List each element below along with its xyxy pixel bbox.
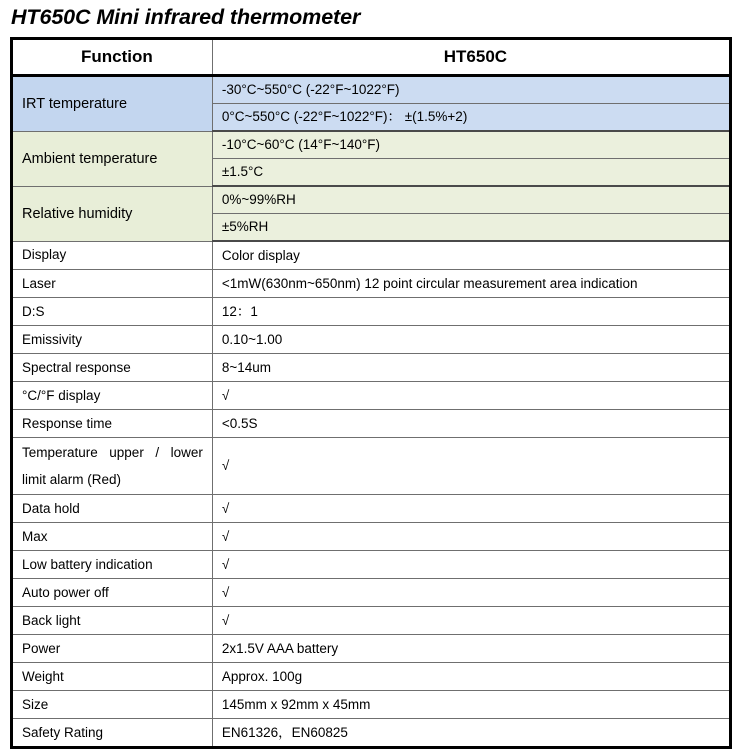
row-value-humidity-accuracy: ±5%RH bbox=[212, 214, 730, 242]
row-label-max: Max bbox=[12, 523, 213, 551]
row-value-emissivity: 0.10~1.00 bbox=[212, 326, 730, 354]
table-row bbox=[12, 131, 731, 159]
row-value-safety-rating: EN61326，EN60825 bbox=[212, 719, 730, 748]
table-row bbox=[12, 495, 731, 523]
row-value-irt-range: -30°C~550°C (-22°F~1022°F) bbox=[212, 76, 730, 104]
table-row bbox=[12, 76, 731, 104]
row-value-ds: 12：1 bbox=[212, 298, 730, 326]
row-label-power: Power bbox=[12, 635, 213, 663]
table-row bbox=[12, 523, 731, 551]
row-label-ambient-temperature: Ambient temperature bbox=[12, 131, 213, 186]
table-row bbox=[12, 551, 731, 579]
table-row bbox=[12, 410, 731, 438]
table-row bbox=[12, 579, 731, 607]
row-label-ds: D:S bbox=[12, 298, 213, 326]
row-label-spectral-response: Spectral response bbox=[12, 354, 213, 382]
row-label-temperature-alarm bbox=[12, 438, 213, 495]
row-value-weight: Approx. 100g bbox=[212, 663, 730, 691]
header-cell-model: HT650C bbox=[212, 39, 730, 76]
row-value-data-hold: √ bbox=[212, 495, 730, 523]
row-label-relative-humidity: Relative humidity bbox=[12, 186, 213, 241]
table-row bbox=[12, 241, 731, 270]
row-label-low-battery-indication: Low battery indication bbox=[12, 551, 213, 579]
table-row bbox=[12, 691, 731, 719]
row-value-laser: <1mW(630nm~650nm) 12 point circular measurement area indication bbox=[212, 270, 730, 298]
table-row bbox=[12, 298, 731, 326]
row-value-low-battery-indication: √ bbox=[212, 551, 730, 579]
table-header-row bbox=[12, 39, 731, 76]
table-row bbox=[12, 663, 731, 691]
row-label-weight: Weight bbox=[12, 663, 213, 691]
row-value-auto-power-off: √ bbox=[212, 579, 730, 607]
row-value-max: √ bbox=[212, 523, 730, 551]
table-row bbox=[12, 719, 731, 748]
row-label-size: Size bbox=[12, 691, 213, 719]
page-title: HT650C Mini infrared thermometer bbox=[11, 5, 361, 29]
row-label-safety-rating: Safety Rating bbox=[12, 719, 213, 748]
row-label-emissivity: Emissivity bbox=[12, 326, 213, 354]
row-label-laser: Laser bbox=[12, 270, 213, 298]
row-value-c-f-display: √ bbox=[212, 382, 730, 410]
row-value-ambient-accuracy: ±1.5°C bbox=[212, 159, 730, 187]
row-label-c-f-display: °C/°F display bbox=[12, 382, 213, 410]
row-label-display: Display bbox=[12, 241, 213, 270]
table-row bbox=[12, 382, 731, 410]
alarm-label-line-1: Temperature upper / lower bbox=[22, 445, 203, 460]
table-row bbox=[12, 635, 731, 663]
table-row bbox=[12, 186, 731, 214]
specifications-table bbox=[10, 37, 732, 749]
row-label-auto-power-off: Auto power off bbox=[12, 579, 213, 607]
table-row bbox=[12, 270, 731, 298]
table-row bbox=[12, 326, 731, 354]
table-row bbox=[12, 438, 731, 495]
row-value-temperature-alarm: √ bbox=[212, 438, 730, 495]
row-value-power: 2x1.5V AAA battery bbox=[212, 635, 730, 663]
row-label-irt-temperature: IRT temperature bbox=[12, 76, 213, 132]
row-value-response-time: <0.5S bbox=[212, 410, 730, 438]
row-value-size: 145mm x 92mm x 45mm bbox=[212, 691, 730, 719]
row-label-data-hold: Data hold bbox=[12, 495, 213, 523]
row-value-humidity-range: 0%~99%RH bbox=[212, 186, 730, 214]
row-value-ambient-range: -10°C~60°C (14°F~140°F) bbox=[212, 131, 730, 159]
table-row bbox=[12, 354, 731, 382]
row-value-spectral-response: 8~14um bbox=[212, 354, 730, 382]
alarm-label-line-2: limit alarm (Red) bbox=[22, 472, 122, 487]
row-value-back-light: √ bbox=[212, 607, 730, 635]
row-value-display: Color display bbox=[212, 241, 730, 270]
header-cell-function: Function bbox=[12, 39, 213, 76]
row-label-back-light: Back light bbox=[12, 607, 213, 635]
table-body bbox=[12, 39, 731, 748]
table-row bbox=[12, 607, 731, 635]
row-value-irt-accuracy: 0°C~550°C (-22°F~1022°F)： ±(1.5%+2) bbox=[212, 104, 730, 132]
row-label-response-time: Response time bbox=[12, 410, 213, 438]
